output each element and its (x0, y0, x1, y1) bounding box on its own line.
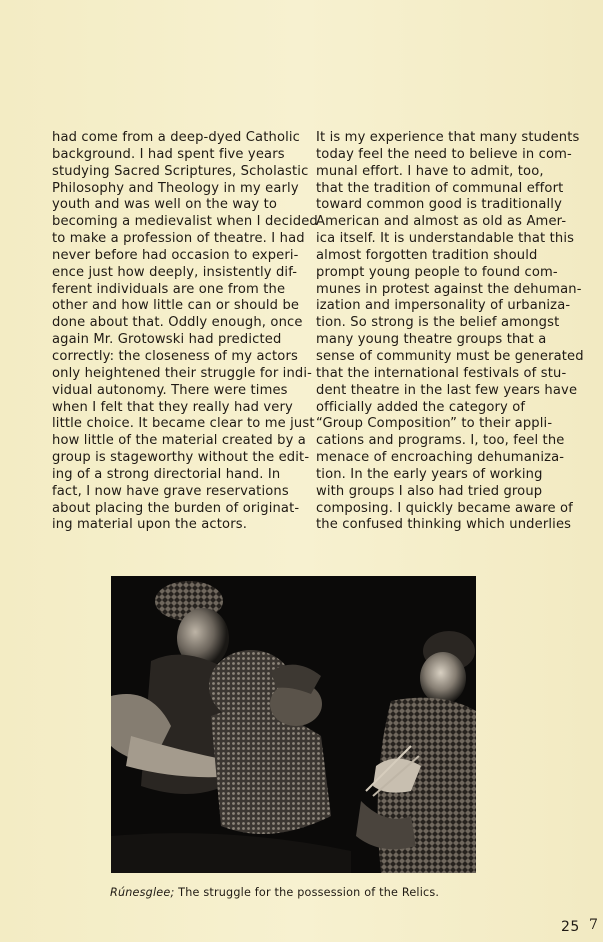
right-column-line: It is my experience that many students (316, 130, 580, 145)
left-column-line: Philosophy and Theology in my early (52, 180, 299, 196)
left-column-line: other and how little can or should be (52, 298, 300, 314)
left-column-line: vidual autonomy. There were times (52, 382, 288, 398)
right-column-line: ization and impersonality of urbaniza- (316, 298, 571, 314)
right-column-line: many young theatre groups that a (316, 332, 547, 348)
right-column-line: menace of encroaching dehumaniza- (316, 450, 565, 466)
photo-caption (110, 886, 439, 899)
right-column-line: the confused thinking which underlies (316, 517, 572, 533)
left-column-line: never before had occasion to experi- (52, 247, 299, 263)
left-column-line: about placing the burden of originat- (52, 500, 300, 516)
left-column-line: fact, I now have grave reservations (52, 483, 289, 499)
photo-illustration (111, 576, 476, 873)
right-column-line: ica itself. It is understandable that this (316, 231, 575, 247)
left-column-line: ing of a strong directorial hand. In (52, 466, 281, 482)
left-column-line: how little of the material created by a (52, 433, 306, 449)
left-column-line: again Mr. Grotowski had predicted (52, 332, 282, 348)
left-column-line: background. I had spent five years (52, 146, 285, 162)
right-column-line: tion. In the early years of working (316, 466, 543, 482)
right-column-line: dent theatre in the last few years have (316, 382, 578, 398)
left-column-line: youth and was well on the way to (52, 197, 278, 213)
right-column-line: almost forgotten tradition should (316, 247, 538, 263)
right-column-line: today feel the need to believe in com- (316, 146, 572, 162)
right-column-line: officially added the category of (316, 399, 526, 415)
left-column-line: had come from a deep-dyed Catholic (52, 130, 301, 145)
right-column-line: tion. So strong is the belief amongst (316, 315, 560, 331)
left-column-line: ing material upon the actors. (52, 517, 248, 533)
page-number: 25 (561, 919, 580, 935)
left-column-line: little choice. It became clear to me just (52, 416, 315, 432)
left-column-line: ferent individuals are one from the (52, 281, 286, 297)
right-column-line: munal effort. I have to admit, too, (316, 163, 544, 179)
right-column-line: munes in protest against the dehuman- (316, 281, 582, 297)
left-column-line: group is stageworthy without the edit- (52, 450, 310, 466)
left-column-line: to make a profession of theatre. I had (52, 231, 305, 247)
left-column-line: done about that. Oddly enough, once (52, 315, 303, 331)
right-column-line: that the international festivals of stu- (316, 365, 567, 381)
caption-text: The struggle for the possession of the Relics. (174, 886, 440, 899)
left-column-line: when I felt that they really had very (52, 399, 293, 415)
left-column-line: ence just how deeply, insistently dif- (52, 264, 298, 280)
right-column-line: toward common good is traditionally (316, 197, 562, 213)
right-column-line: cations and programs. I, too, feel the (316, 433, 565, 449)
right-column-line: sense of community must be generated (316, 348, 584, 364)
caption-title: Rúnesglee; (110, 886, 175, 899)
production-photo (111, 576, 476, 873)
edge-mark: 7 (589, 917, 598, 933)
right-column-line: American and almost as old as Amer- (316, 214, 567, 230)
right-column-line: with groups I also had tried group (316, 483, 543, 499)
right-column-line: prompt young people to found com- (316, 264, 558, 280)
right-text-column (316, 130, 584, 534)
left-column-line: correctly: the closeness of my actors (52, 348, 298, 364)
right-column-line: “Group Composition” to their appli- (316, 416, 553, 432)
left-column-line: only heightened their struggle for indi- (52, 365, 313, 381)
right-column-line: that the tradition of communal effort (316, 180, 564, 196)
left-column-line: becoming a medievalist when I decided (52, 214, 318, 230)
left-text-column (52, 130, 318, 534)
right-column-line: composing. I quickly became aware of (316, 500, 573, 516)
left-column-line: studying Sacred Scriptures, Scholastic (52, 163, 309, 179)
